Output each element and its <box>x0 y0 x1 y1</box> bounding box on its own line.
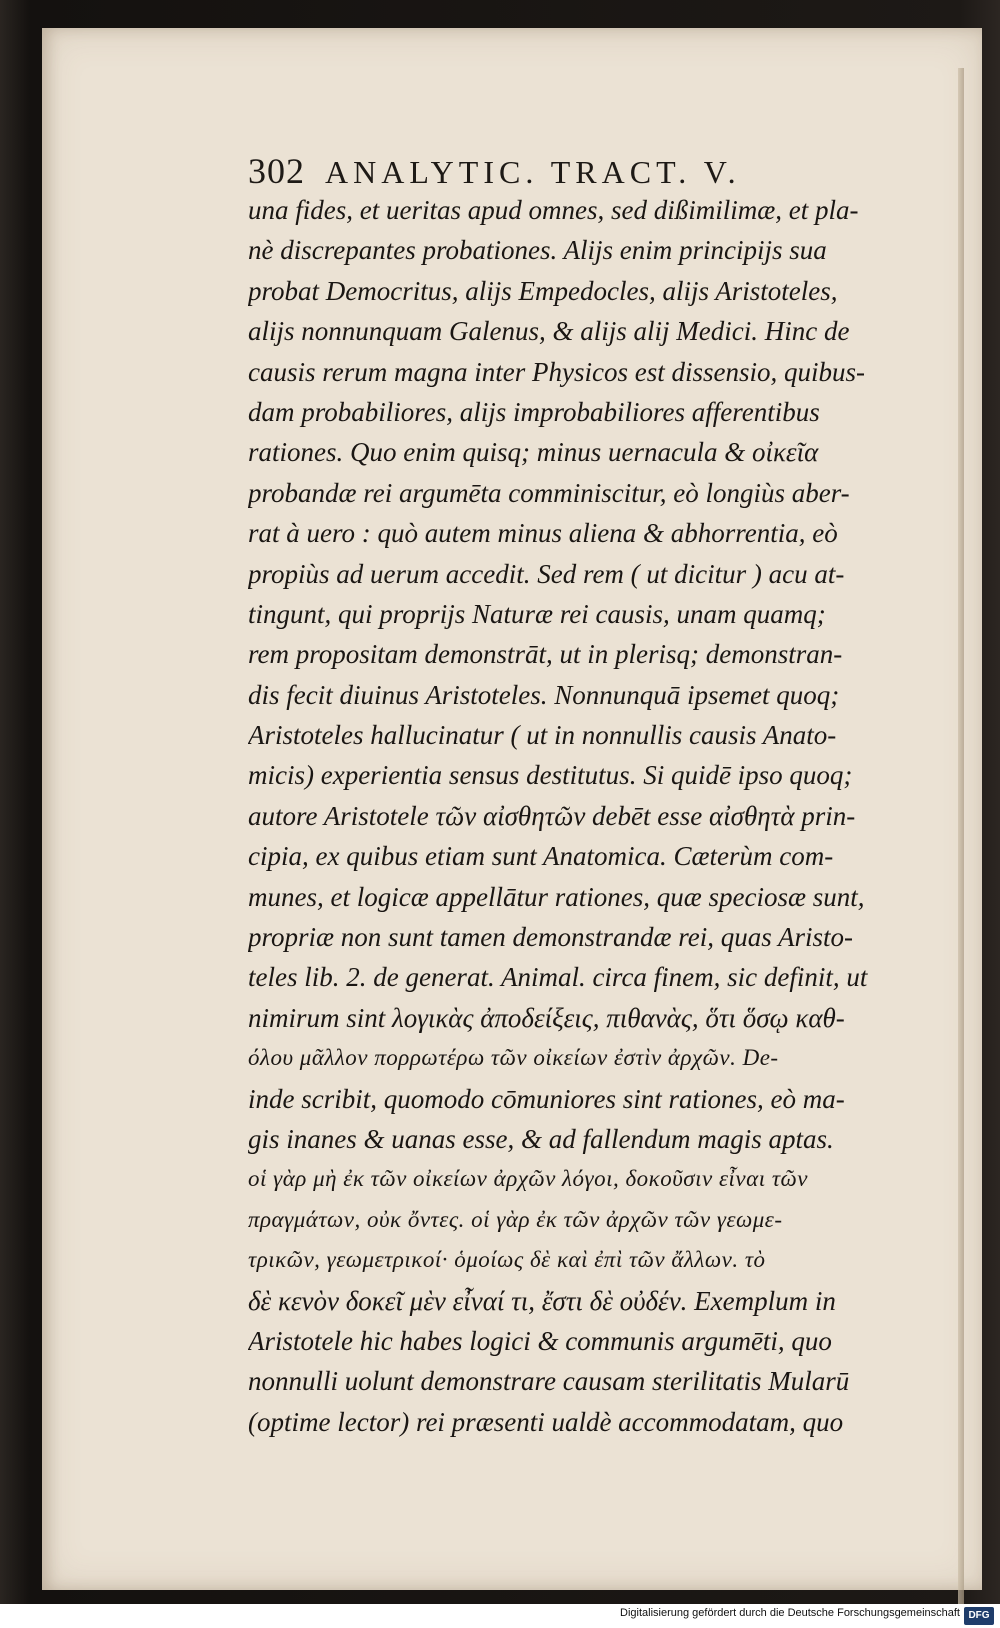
text-line: dam probabiliores, alijs improbabiliores afferentibus <box>248 396 820 427</box>
text-line: alijs nonnunquam Galenus, & alijs alij Medici. Hinc de <box>248 316 850 347</box>
text-line: dis fecit diuinus Aristoteles. Nonnunquā ipsemet quoq; <box>248 679 840 710</box>
text-line: rem propositam demonstrāt, ut in plerisq; demonstran- <box>248 639 843 670</box>
text-line-greek: πραγμάτων, οὐκ ὄντες. οἱ γὰρ ἐκ τῶν ἀρχῶν τῶν γεωμε- <box>248 1206 783 1232</box>
running-head <box>248 150 868 190</box>
footer-bar <box>0 1604 1000 1628</box>
text-line: nè discrepantes probationes. Alijs enim principijs sua <box>248 235 827 266</box>
text-line: causis rerum magna inter Physicos est dissensio, quibus- <box>248 356 865 387</box>
dfg-logo-icon: DFG <box>964 1607 994 1625</box>
text-line: inde scribit, quomodo cōmuniores sint rationes, eò ma- <box>248 1083 845 1114</box>
text-line: munes, et logicæ appellātur rationes, quæ speciosæ sunt, <box>248 881 865 912</box>
text-line: δὲ κενὸν δοκεῖ μὲν εἶναί τι, ἔστι δὲ οὐδέν. Exemplum in <box>248 1285 836 1316</box>
text-line: Aristotele hic habes logici & communis argumēti, quo <box>248 1325 832 1356</box>
running-title: ANALYTIC. TRACT. V. <box>325 154 741 190</box>
page-number: 302 <box>248 151 305 191</box>
text-line-greek: όλου μᾶλλον πορρωτέρω τῶν οἰκείων ἐστὶν ἀρχῶν. De- <box>248 1045 779 1071</box>
text-line: cipia, ex quibus etiam sunt Anatomica. Cæterùm com- <box>248 841 834 872</box>
text-line: una fides, et ueritas apud omnes, sed dißimilimæ, et pla- <box>248 195 859 225</box>
text-line: nonnulli uolunt demonstrare causam sterilitatis Mularū <box>248 1366 850 1397</box>
text-line: teles lib. 2. de generat. Animal. circa finem, sic definit, ut <box>248 962 868 993</box>
text-line-greek: οἱ γὰρ μὴ ἐκ τῶν οἰκείων ἀρχῶν λόγοι, δοκοῦσιν εἶναι τῶν <box>248 1166 809 1192</box>
digitization-credit: Digitalisierung gefördert durch die Deutsche Forschungsgemeinschaft <box>620 1607 960 1619</box>
text-line: (optime lector) rei præsenti ualdè accommodatam, quo <box>248 1406 844 1437</box>
text-line: rationes. Quo enim quisq; minus uernacula & οἰκεῖα <box>248 437 819 468</box>
text-line: Aristoteles hallucinatur ( ut in nonnullis causis Anato- <box>248 720 837 751</box>
text-line-greek: τρικῶν, γεωμετρικοί· ὁμοίως δὲ καὶ ἐπὶ τῶν ἄλλων. τὸ <box>248 1247 766 1273</box>
text-line: tingunt, qui proprijs Naturæ rei causis, unam quamq; <box>248 598 826 629</box>
text-body <box>248 190 928 1442</box>
text-line: probat Democritus, alijs Empedocles, alijs Aristoteles, <box>248 275 838 306</box>
text-line: propriæ non sunt tamen demonstrandæ rei, quas Aristo- <box>248 922 854 953</box>
text-line: rat à uero : quò autem minus aliena & abhorrentia, eò <box>248 518 838 549</box>
page-edge <box>958 68 964 1608</box>
text-line: nimirum sint λογικὰς ἀποδείξεις, πιθανὰς, ὅτι ὅσῳ καθ- <box>248 1002 845 1033</box>
text-line: autore Aristotele τῶν αἰσθητῶν debēt esse αἰσθητὰ prin- <box>248 800 856 831</box>
text-line: probandæ rei argumēta comminiscitur, eò longiùs aber- <box>248 477 850 508</box>
text-line: gis inanes & uanas esse, & ad fallendum magis aptas. <box>248 1123 834 1154</box>
text-line: propiùs ad uerum accedit. Sed rem ( ut dicitur ) acu at- <box>248 558 845 589</box>
text-line: micis) experientia sensus destitutus. Si quidē ipso quoq; <box>248 760 853 791</box>
